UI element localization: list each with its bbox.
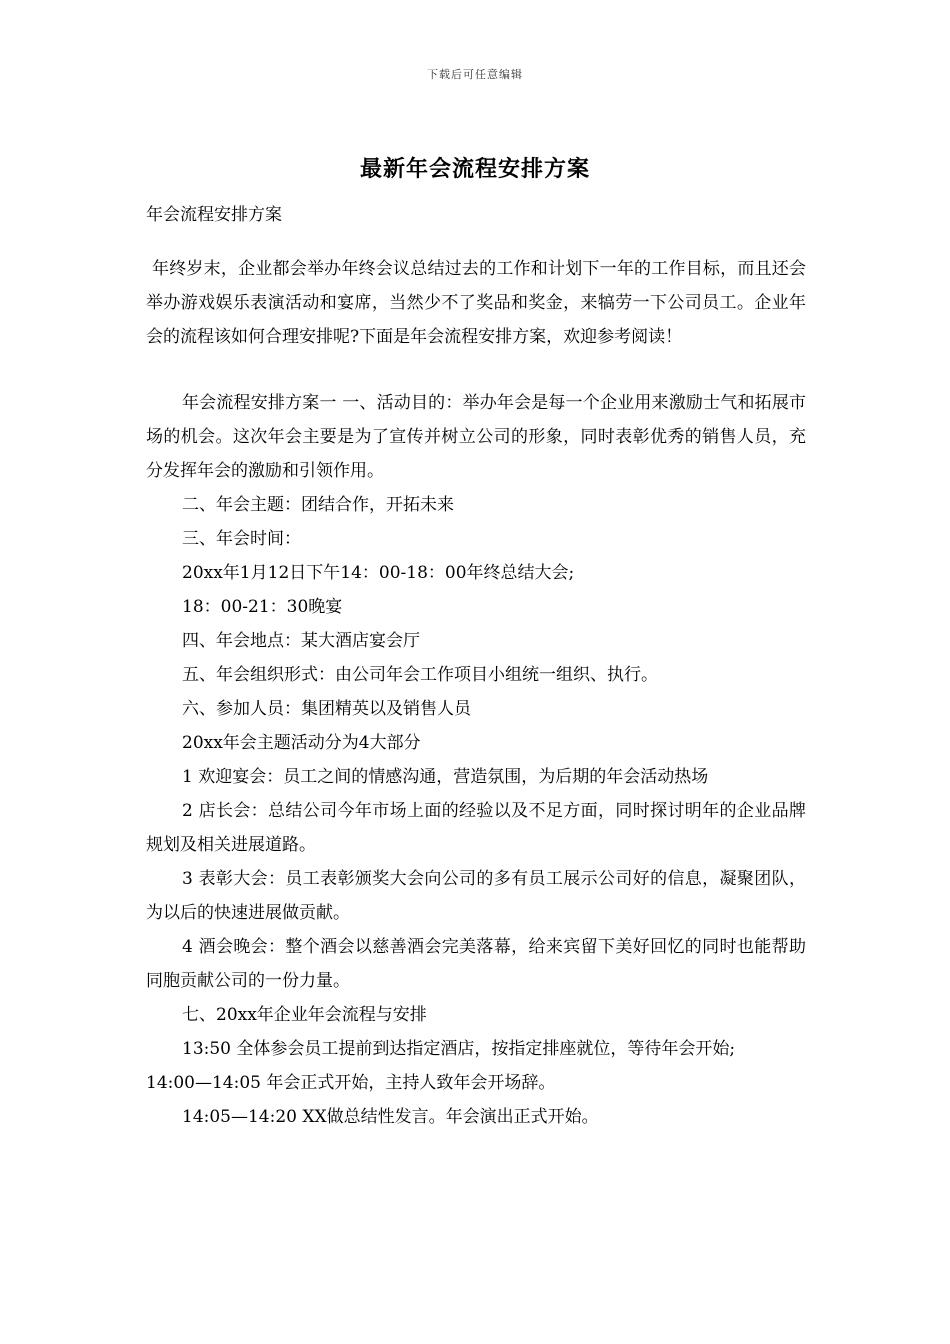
paragraph-part-1: 1 欢迎宴会：员工之间的情感沟通，营造氛围，为后期的年会活动热场 [182, 767, 709, 787]
paragraph-time-evening: 18：00-21：30晚宴 [182, 597, 343, 617]
paragraph-participants: 六、参加人员：集团精英以及销售人员 [182, 699, 471, 719]
paragraph-schedule-heading: 七、20xx年企业年会流程与安排 [182, 1005, 427, 1025]
document-subtitle: 年会流程安排方案 [146, 205, 282, 225]
paragraph-organization: 五、年会组织形式：由公司年会工作项目小组统一组织、执行。 [182, 665, 658, 685]
paragraph-activity-parts: 20xx年会主题活动分为4大部分 [182, 733, 421, 753]
intro-paragraph: 年终岁末，企业都会举办年终会议总结过去的工作和计划下一年的工作目标，而且还会举办游戏娱乐表演活动和宴席，当然少不了奖品和奖金，来犒劳一下公司员工。企业年会的流程该如何合理安排呢?下面是年会流程安排方案，欢迎参考阅读！ [146, 259, 806, 347]
document-body [146, 198, 806, 1134]
paragraph-purpose: 年会流程安排方案一 一、活动目的：举办年会是每一个企业用来激励士气和拓展市场的机会。这次年会主要是为了宣传并树立公司的形象，同时表彰优秀的销售人员，充分发挥年会的激励和引领作用。 [146, 393, 806, 481]
paragraph-part-3: 3 表彰大会：员工表彰颁奖大会向公司的多有员工展示公司好的信息，凝聚团队，为以后的快速进展做贡献。 [146, 869, 806, 923]
paragraph-time-heading: 三、年会时间： [182, 529, 301, 549]
document-title: 最新年会流程安排方案 [359, 156, 590, 182]
paragraph-location: 四、年会地点：某大酒店宴会厅 [182, 631, 420, 651]
paragraph-part-4: 4 酒会晚会：整个酒会以慈善酒会完美落幕，给来宾留下美好回忆的同时也能帮助同胞贡献公司的一份力量。 [146, 937, 806, 991]
header-note: 下载后可任意编辑 [427, 68, 523, 81]
paragraph-time-afternoon: 20xx年1月12日下午14：00-18：00年终总结大会; [182, 563, 575, 583]
paragraph-schedule-1350: 13:50 全体参会员工提前到达指定酒店，按指定排座就位，等待年会开始; [182, 1039, 736, 1059]
paragraph-schedule-1400: 14:00—14:05 年会正式开始，主持人致年会开场辞。 [146, 1073, 556, 1093]
paragraph-part-2: 2 店长会：总结公司今年市场上面的经验以及不足方面，同时探讨明年的企业品牌规划及相关进展道路。 [146, 801, 806, 855]
paragraph-theme: 二、年会主题：团结合作，开拓未来 [182, 495, 454, 515]
paragraph-schedule-1405: 14:05—14:20 XX做总结性发言。年会演出正式开始。 [182, 1107, 599, 1127]
